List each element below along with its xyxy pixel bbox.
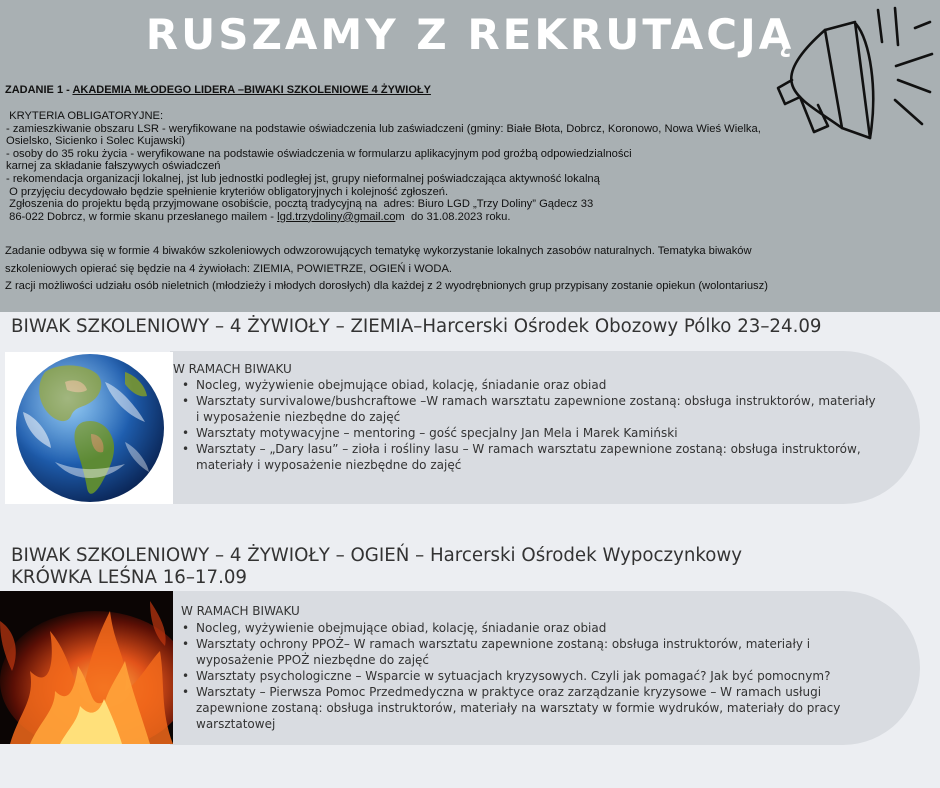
address-prefix: 86-022 Dobrcz, w formie skanu przesłanego mailem - <box>6 210 278 223</box>
criteria-line: - osoby do 35 roku życia - weryfikowane na podstawie oświadczenia w formularzu aplikacyjnym pod groźbą odpowiedzialności <box>6 147 632 160</box>
criteria-line: karnej za składanie fałszywych oświadczeń <box>6 160 221 173</box>
biwak2-card <box>170 591 920 745</box>
list-item <box>196 668 840 684</box>
page-title: RUSZAMY Z REKRUTACJĄ <box>145 10 795 59</box>
item-text: Warsztaty motywacyjne – mentoring – gość specjalny Jan Mela i Marek Kamiński <box>196 426 678 440</box>
item-text: wyposażenie PPOŻ niezbędne do zajęć <box>196 653 430 667</box>
item-text: Nocleg, wyżywienie obejmujące obiad, kolację, śniadanie oraz obiad <box>196 378 607 392</box>
list-item <box>196 393 876 425</box>
biwak1-title: BIWAK SZKOLENIOWY – 4 ŻYWIOŁY – ZIEMIA–Harcerski Ośrodek Obozowy Pólko 23–24.09 <box>11 316 822 337</box>
item-text: warsztatowej <box>196 717 276 731</box>
criteria-line: KRYTERIA OBLIGATORYJNE: <box>6 110 164 122</box>
list-item <box>196 425 876 441</box>
list-item <box>196 620 840 636</box>
description-line: Zadanie odbywa się w formie 4 biwaków szkoleniowych odwzorowujących tematykę wykorzystanie lokalnych zasobów naturalnych. Tematyka biwaków <box>5 245 752 257</box>
criteria-line: - zamieszkiwanie obszaru LSR - weryfikowane na podstawie oświadczenia lub zaświadczeni (gminy: Białe Błota, Dobrcz, Koronowo, Nowa Wieś Wielka, <box>6 122 761 135</box>
biwak1-card <box>170 351 920 504</box>
item-text: zapewnione zostaną: obsługa instruktorów, materiały na warsztaty w formie wydruków, materiały do pracy <box>196 701 841 715</box>
item-text: materiały i wyposażenie niezbędne do zajęć <box>196 458 462 472</box>
address-line <box>6 211 936 224</box>
description-line: szkoleniowych opierać się będzie na 4 żywiołach: ZIEMIA, POWIETRZE, OGIEŃ i WODA. <box>5 262 453 275</box>
address-suffix: m do 31.08.2023 roku. <box>395 210 511 223</box>
criteria-block <box>6 110 936 223</box>
biwak1-list <box>178 377 876 473</box>
list-item <box>196 636 840 668</box>
task-prefix: ZADANIE 1 - <box>5 84 73 96</box>
description-block <box>5 243 935 296</box>
biwak1-section-label: W RAMACH BIWAKU <box>173 362 292 376</box>
header-panel <box>0 0 940 312</box>
item-text: Nocleg, wyżywienie obejmujące obiad, kolację, śniadanie oraz obiad <box>196 621 607 635</box>
biwak2-title-line2: KRÓWKA LEŚNA 16–17.09 <box>11 567 247 588</box>
item-text: Warsztaty survivalowe/bushcraftowe –W ramach warsztatu zapewnione zostaną: obsługa instruktorów, materiały <box>196 394 876 408</box>
biwak2-section-label: W RAMACH BIWAKU <box>181 604 300 618</box>
task-line <box>5 84 431 96</box>
biwak2-title-line1: BIWAK SZKOLENIOWY – 4 ŻYWIOŁY – OGIEŃ – Harcerski Ośrodek Wypoczynkowy <box>11 545 743 566</box>
criteria-line: O przyjęciu decydowało będzie spełnienie kryteriów obligatoryjnych i kolejność zgłoszeń. <box>6 185 449 198</box>
item-text: i wyposażenie niezbędne do zajęć <box>196 410 401 424</box>
task-name: AKADEMIA MŁODEGO LIDERA –BIWAKI SZKOLENIOWE 4 ŻYWIOŁY <box>72 84 431 96</box>
list-item <box>196 684 840 732</box>
criteria-line: Zgłoszenia do projektu będą przyjmowane osobiście, pocztą tradycyjną na adres: Biuro LGD „Trzy Doliny” Gądecz 33 <box>6 198 594 211</box>
list-item <box>196 377 876 393</box>
email-link[interactable]: lgd.trzydoliny@gmail.co <box>277 210 396 223</box>
fire-image <box>0 591 173 744</box>
earth-image <box>5 352 173 504</box>
item-text: Warsztaty – Pierwsza Pomoc Przedmedyczna w praktyce oraz zarządzanie kryzysowe – W ramach usługi <box>196 685 822 699</box>
description-line: Z racji możliwości udziału osób nieletnich (młodzieży i młodych dorosłych) dla każdej z 2 wyodrębnionych grup przypisany zostanie opiekun (wolontariusz) <box>5 280 768 292</box>
item-text: Warsztaty psychologiczne – Wsparcie w sytuacjach kryzysowych. Czyli jak pomagać? Jak być pomocnym? <box>196 669 831 683</box>
biwak2-list <box>178 620 840 732</box>
list-item <box>196 441 876 473</box>
criteria-line: Osielsko, Sicienko i Solec Kujawski) <box>6 135 186 148</box>
item-text: Warsztaty – „Dary lasu” – zioła i rośliny lasu – W ramach warsztatu zapewnione zostaną: obsługa instruktorów, <box>196 442 861 456</box>
criteria-line: - rekomendacja organizacji lokalnej, jst lub jednostki podległej jst, grupy nieformalnej poświadczająca aktywność lokalną <box>6 172 600 185</box>
item-text: Warsztaty ochrony PPOŻ– W ramach warsztatu zapewnione zostaną: obsługa instruktorów, materiały i <box>196 637 811 651</box>
